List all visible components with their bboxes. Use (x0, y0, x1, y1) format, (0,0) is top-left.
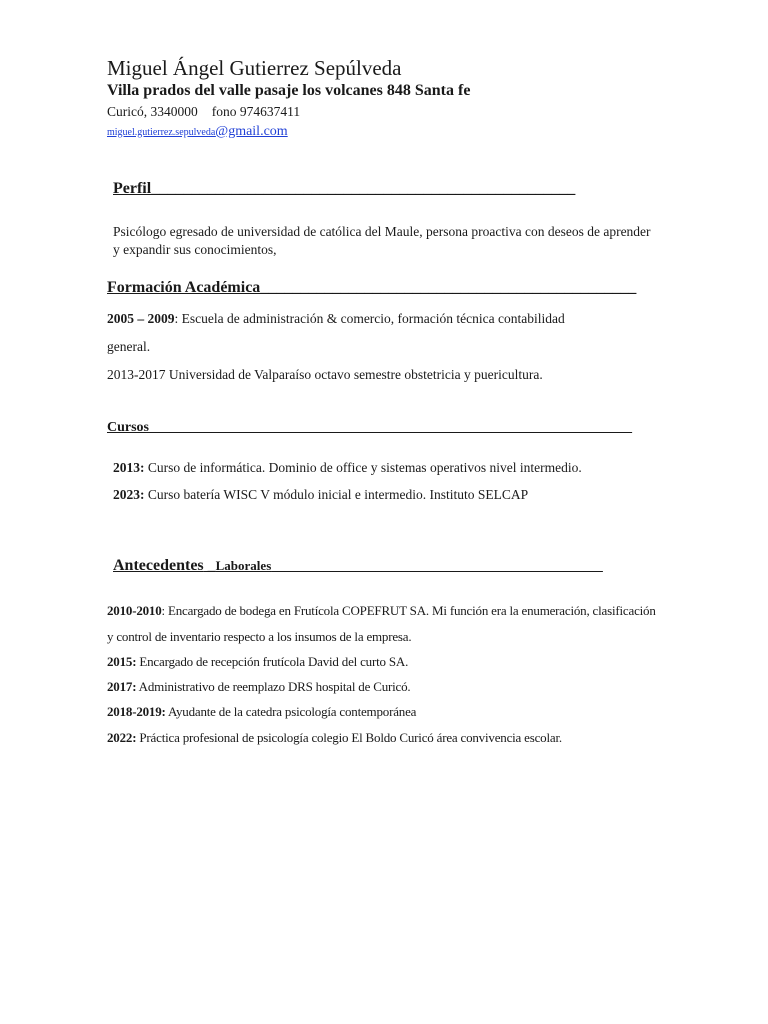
entry-year: 2023: (113, 487, 145, 502)
entry-year: 2022: (107, 730, 137, 745)
phone-number: fono 974637411 (211, 104, 301, 119)
entry-text: Ayudante de la catedra psicología contemporánea (165, 704, 417, 719)
title-line: ___________________________________________________ (271, 558, 603, 573)
title-sep: _ (203, 557, 216, 574)
perfil-line-2: y expandir sus conocimientos, (113, 242, 277, 257)
entry-year: 2015: (107, 654, 137, 669)
perfil-line-1: Psicólogo egresado de universidad de católica del Maule, persona proactiva con deseos de aprender (113, 224, 651, 239)
section-title-cursos: Cursos_____________________________________________________________________ (107, 420, 633, 435)
section-title-laborales (113, 557, 603, 575)
laboral-item (107, 730, 562, 746)
formacion-entry-1 (107, 311, 565, 327)
title-main: Antecedentes (113, 557, 204, 574)
resume-address: Villa prados del valle pasaje los volcanes 848 Santa fe (107, 82, 471, 99)
curso-item (113, 460, 582, 476)
entry-year: 2010-2010 (107, 603, 162, 618)
city-postal: Curicó, 3340000 (107, 104, 198, 119)
laboral-item (107, 603, 656, 619)
entry-text: Encargado de recepción frutícola David del curto SA. (136, 654, 409, 669)
entry-text: Administrativo de reemplazo DRS hospital de Curicó. (136, 679, 411, 694)
entry-text: : Escuela de administración & comercio, formación técnica contabilidad (174, 311, 565, 326)
formacion-entry-2: 2013-2017 Universidad de Valparaíso octavo semestre obstetricia y puericultura. (107, 367, 543, 382)
entry-text: y control de inventario respecto a los insumos de la empresa. (107, 629, 412, 644)
section-title-perfil: Perfil_____________________________________________________ (113, 180, 576, 197)
entry-year: 2018-2019: (107, 704, 166, 719)
email-domain: @gmail.com (215, 124, 288, 139)
curso-item (113, 487, 528, 503)
entry-year: 2017: (107, 679, 137, 694)
entry-text: Curso de informática. Dominio de office y sistemas operativos nivel intermedio. (144, 460, 582, 475)
section-title-formacion: Formación Académica_______________________________________________ (107, 279, 637, 296)
entry-text: : Encargado de bodega en Frutícola COPEFRUT SA. Mi función era la enumeración, clasificación (161, 603, 656, 618)
entry-text: Curso batería WISC V módulo inicial e intermedio. Instituto SELCAP (144, 487, 529, 502)
resume-contact-line (107, 104, 300, 120)
laboral-item (107, 704, 416, 720)
email-link[interactable] (107, 122, 288, 140)
laboral-item (107, 654, 408, 670)
resume-name: Miguel Ángel Gutierrez Sepúlveda (107, 56, 402, 80)
entry-text: Práctica profesional de psicología colegio El Boldo Curicó área convivencia escolar. (136, 730, 562, 745)
entry-year: 2013: (113, 460, 145, 475)
formacion-entry-1-cont: general. (107, 339, 151, 354)
title-sub: Laborales (215, 558, 272, 573)
entry-year: 2005 – 2009 (107, 311, 175, 326)
laboral-item (107, 679, 410, 695)
email-user: miguel.gutierrez.sepulveda (107, 127, 216, 138)
laboral-item-cont (107, 629, 411, 645)
